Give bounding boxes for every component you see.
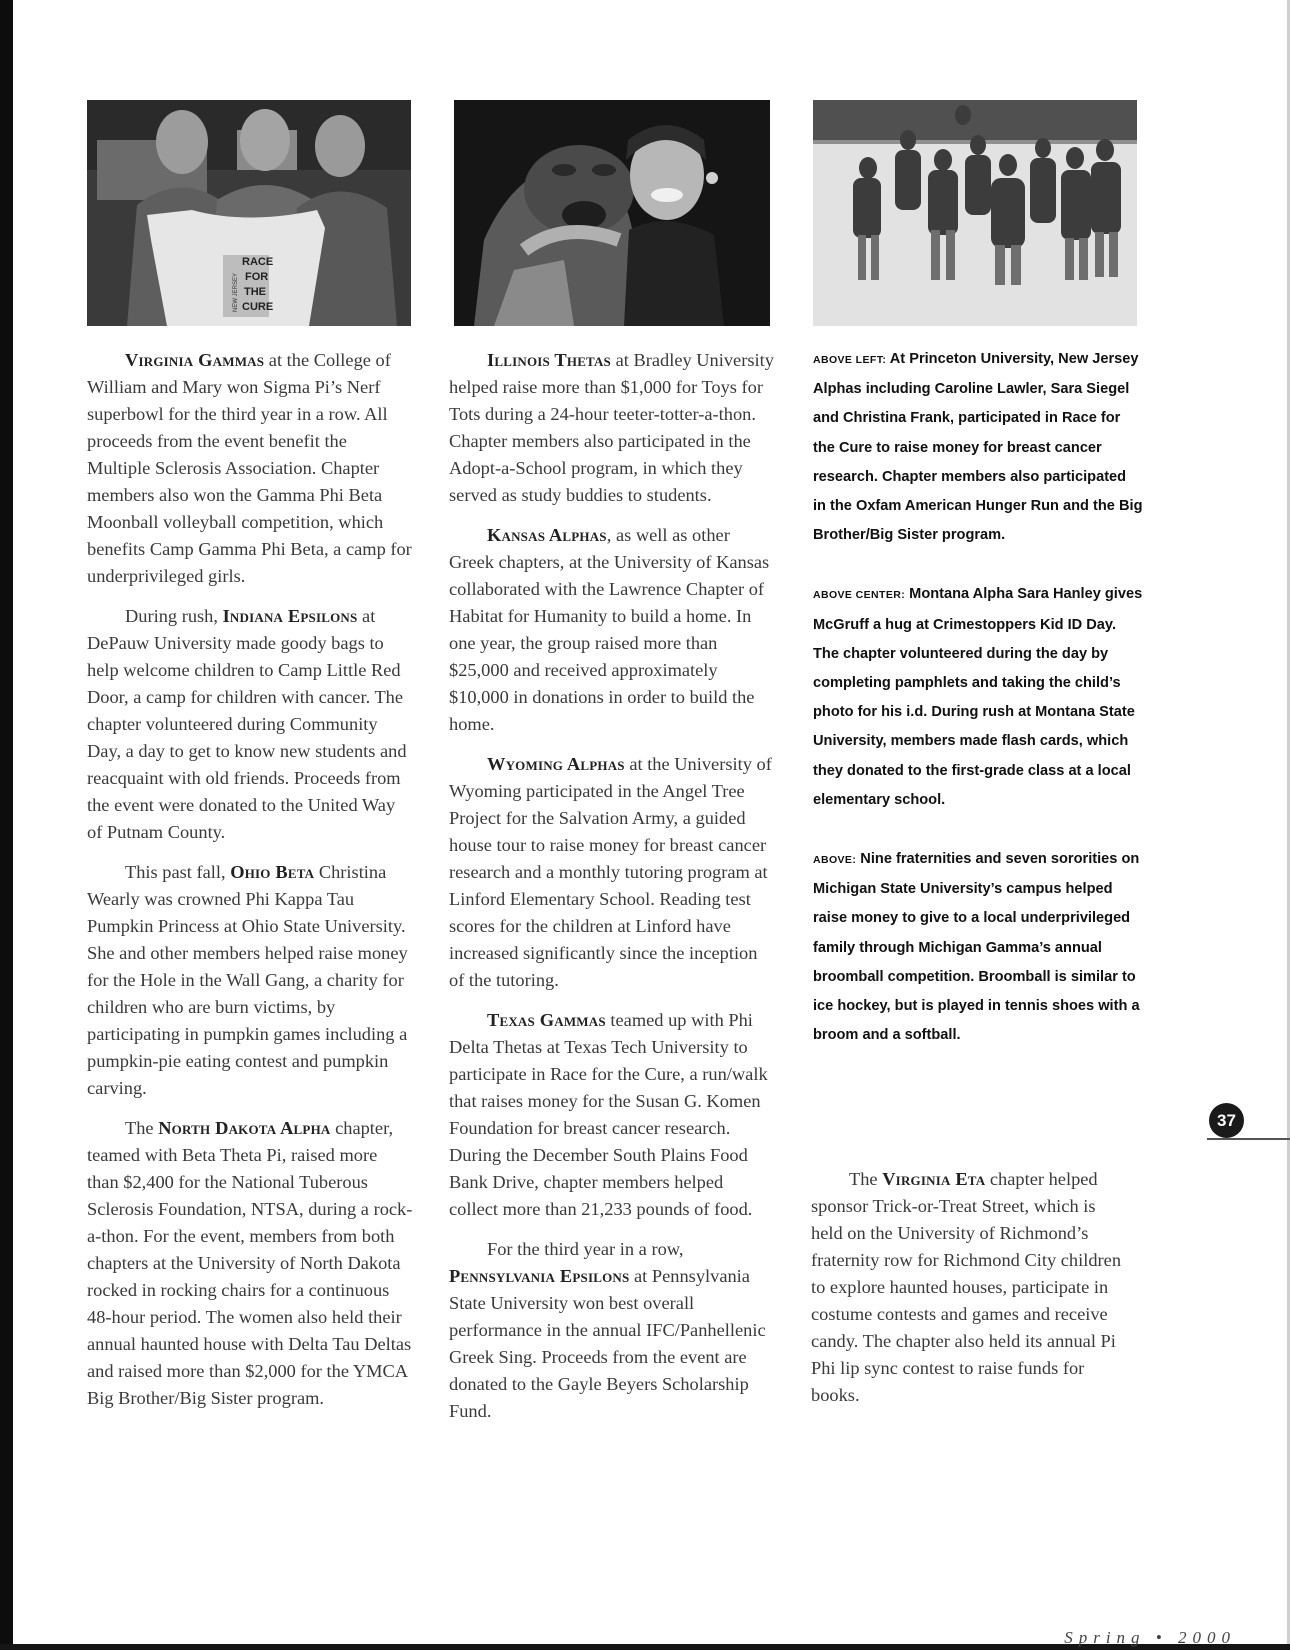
article-column-2 — [449, 347, 775, 1438]
photo-broomball-group — [813, 100, 1137, 326]
paragraph-illinois-thetas — [449, 347, 775, 509]
shirt-text-3: THE — [244, 286, 266, 298]
caption-lead: ABOVE LEFT: — [813, 354, 887, 366]
paragraph-text: at DePauw University made goody bags to help welcome children to Camp Little Red Door, a camp for children with cancer. The chapter volunteered during Community Day, a day to get to know new students and reacquaint with old friends. Proceeds from the event were donated to the United Way of Putnam County. — [87, 606, 407, 842]
issue-footer: Spring • 2000 — [1064, 1628, 1236, 1647]
shirt-text-1: RACE — [242, 256, 274, 268]
paragraph-text: at the College of William and Mary won Sigma Pi’s Nerf superbowl for the third year in a row. All proceeds from the event benefit the Multiple Sclerosis Association. Chapter members also won the Gamma Phi Beta Moonball volleyball competition, which benefits Camp Gamma Phi Beta, a camp for underprivileged girls. — [87, 350, 412, 586]
paragraph-indiana-epsilons — [87, 603, 413, 846]
paragraph-intro: During rush, — [125, 606, 223, 626]
paragraph-virginia-gammas — [87, 347, 413, 590]
paragraph-virginia-eta — [811, 1166, 1125, 1409]
chapter-name: Virginia Eta — [882, 1169, 986, 1189]
chapter-name: Illinois Thetas — [487, 350, 611, 370]
paragraph-intro: For the third year in a row, — [487, 1239, 684, 1259]
chapter-name: Texas Gammas — [487, 1010, 606, 1030]
chapter-name: North Dakota Alpha — [158, 1118, 331, 1138]
paragraph-intro: The — [125, 1118, 159, 1138]
paragraph-text: at the University of Wyoming participated in the Angel Tree Project for the Salvation Army, a guided house tour to raise money for breast cancer research and a monthly tutoring program at Linford Elementary School. Reading test scores for the children at Linford have increased significantly since the inception of the tutoring. — [449, 754, 772, 990]
paragraph-intro: The — [849, 1169, 883, 1189]
caption-text: Montana Alpha Sara Hanley gives McGruff a hug at Crimestoppers Kid ID Day. The chapter volunteered during the day by completing pamphlets and taking the child’s photo for his i.d. During rush at Montana State University, members made flash cards, which they donated to the first-grade class at a local elementary school. — [813, 586, 1143, 808]
photo-race-for-the-cure — [87, 100, 411, 326]
article-column-1 — [87, 347, 413, 1425]
chapter-name: Virginia Gammas — [125, 350, 265, 370]
caption-above-left — [813, 345, 1143, 550]
paragraph-north-dakota-alpha — [87, 1115, 413, 1412]
paragraph-kansas-alphas — [449, 522, 775, 738]
shirt-side-text: NEW JERSEY — [233, 272, 239, 312]
page-left-edge — [0, 0, 13, 1650]
caption-text: Nine fraternities and seven sororities on Michigan State University’s campus helped raise money to give to a local underprivileged family through Michigan Gamma’s annual broomball competition. Broomball is similar to ice hockey, but is played in tennis shoes with a broom and a softball. — [813, 851, 1140, 1044]
paragraph-wyoming-alphas — [449, 751, 775, 994]
page-tab-rule — [1207, 1138, 1290, 1140]
paragraph-text: at Pennsylvania State University won best overall performance in the annual IFC/Panhellenic Greek Sing. Proceeds from the event are donated to the Gayle Beyers Scholarship Fund. — [449, 1266, 766, 1421]
paragraph-text: , as well as other Greek chapters, at the University of Kansas collaborated with the Lawrence Chapter of Habitat for Humanity to build a home. In one year, the group raised more than $25,000 and received approximately $10,000 in donations in order to build the home. — [449, 525, 770, 734]
shirt-text-2: FOR — [245, 271, 269, 283]
chapter-name: Pennsylvania Epsilons — [449, 1266, 630, 1286]
caption-above — [813, 845, 1143, 1050]
page-number-badge: 37 — [1209, 1103, 1244, 1138]
article-column-3 — [811, 1166, 1125, 1422]
paragraph-text: teamed up with Phi Delta Thetas at Texas Tech University to participate in Race for the Cure, a run/walk that raises money for the Susan G. Komen Foundation for breast cancer research. During the December South Plains Food Bank Drive, chapter members helped collect more than 21,233 pounds of food. — [449, 1010, 768, 1219]
paragraph-intro: This past fall, — [125, 862, 231, 882]
paragraph-pennsylvania-epsilons — [449, 1236, 775, 1425]
caption-lead: ABOVE CENTER: — [813, 589, 906, 602]
shirt-text-4: CURE — [242, 301, 274, 313]
chapter-name: Indiana Epsilons — [222, 606, 358, 626]
paragraph-ohio-beta — [87, 859, 413, 1102]
paragraph-text: chapter, teamed with Beta Theta Pi, raised more than $2,400 for the National Tuberous Sclerosis Foundation, NTSA, during a rock-a-thon. For the event, members from both chapters at the University of North Dakota rocked in rocking chairs for a continuous 48-hour period. The women also held their annual haunted house with Delta Tau Deltas and raised more than $2,000 for the YMCA Big Brother/Big Sister program. — [87, 1118, 413, 1408]
photo-captions — [813, 345, 1143, 1080]
caption-lead: ABOVE: — [813, 854, 857, 867]
chapter-name: Ohio Beta — [230, 862, 315, 882]
paragraph-text: chapter helped sponsor Trick-or-Treat Street, which is held on the University of Richmond’s fraternity row for Richmond City children to explore haunted houses, participate in costume contests and games and receive candy. The chapter also held its annual Pi Phi lip sync contest to raise funds for books. — [811, 1169, 1122, 1405]
photo-mcgruff-hug — [454, 100, 770, 326]
chapter-name: Kansas Alphas — [487, 525, 607, 545]
paragraph-text: at Bradley University helped raise more than $1,000 for Toys for Tots during a 24-hour teeter-totter-a-thon. Chapter members also participated in the Adopt-a-School program, in which they served as study buddies to students. — [449, 350, 774, 505]
paragraph-texas-gammas — [449, 1007, 775, 1223]
paragraph-text: Christina Wearly was crowned Phi Kappa Tau Pumpkin Princess at Ohio State University. She and other members helped raise money for the Hole in the Wall Gang, a charity for children who are burn victims, by participating in pumpkin games including a pumpkin-pie eating contest and pumpkin carving. — [87, 862, 408, 1098]
caption-text: At Princeton University, New Jersey Alphas including Caroline Lawler, Sara Siegel and Christina Frank, participated in Race for the Cure to raise money for breast cancer research. Chapter members also participated in the Oxfam American Hunger Run and the Big Brother/Big Sister program. — [813, 351, 1143, 544]
caption-above-center — [813, 580, 1143, 815]
chapter-name: Wyoming Alphas — [487, 754, 625, 774]
